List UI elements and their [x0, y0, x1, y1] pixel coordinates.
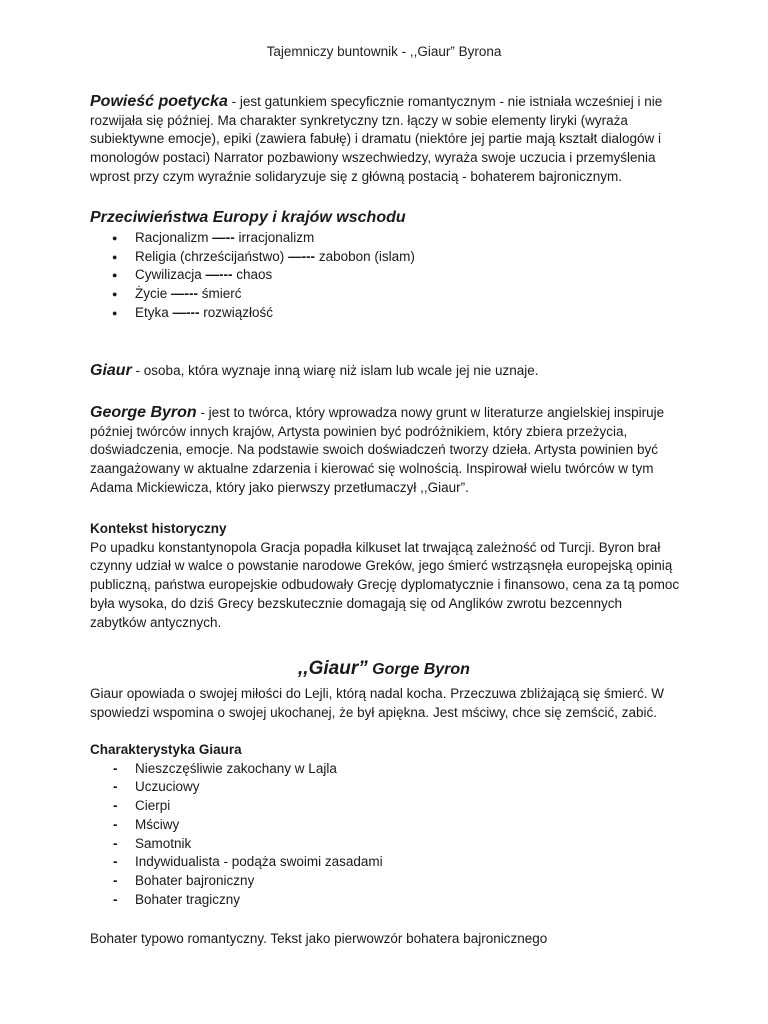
closing-text: Bohater typowo romantyczny. Tekst jako pierwowzór bohatera bajronicznego	[90, 931, 548, 946]
section-giaur-definition	[90, 362, 680, 381]
list-item: - Uczuciowy	[90, 778, 680, 797]
byron-text: - jest to twórca, który wprowadza nowy grunt w literaturze angielskiej inspiruje później twórców innych krajów, Artysta powinien być podróżnikiem, który zbiera przeżycia, doświadczenia, emocje. Na podstawie swoich doświadczeń tworzy dzieła. Artysta powinien być zaangażowany w aktualne zdarzenia i kierować się wolnością. Inspirował wielu twórców w tym Adama Mickiewicza, który jako pierwszy przetłumaczył ,,Giaur”.	[90, 405, 665, 495]
list-item: - Indywidualista - podąża swoimi zasadami	[90, 853, 680, 872]
section-przeciwienstwa	[90, 207, 680, 323]
giaur-term: Giaur	[90, 362, 132, 379]
list-item: - Nieszczęśliwie zakochany w Lajla	[90, 760, 680, 779]
section-powiesc-poetycka	[90, 93, 680, 187]
list-item: ● Racjonalizm —-- irracjonalizm	[90, 229, 680, 248]
giaur-title-main: ,,Giaur”	[298, 658, 368, 679]
section-kontekst-historyczny	[90, 520, 680, 632]
charakterystyka-heading: Charakterystyka Giaura	[90, 742, 242, 757]
page-header: Tajemniczy buntownik - ,,Giaur” Byrona	[266, 44, 502, 59]
giaur-title-author: Gorge Byron	[367, 661, 470, 678]
kontekst-heading: Kontekst historyczny	[90, 521, 227, 536]
przeciwienstwa-list	[90, 229, 680, 323]
list-item: - Cierpi	[90, 797, 680, 816]
list-item: - Bohater tragiczny	[90, 891, 680, 910]
powiesc-text: - jest gatunkiem specyficznie romantycznym - nie istniała wcześniej i nie rozwijała się później. Ma charakter synkretyczny tzn. łączy w sobie elementy liryki (wyraża subiektywne emocje), epiki (zawiera fabułę) i dramatu (niektóre jej partie mają kształt dialogów i monologów postaci) Narrator pozbawiony wszechwiedzy, wyraża swoje uczucia i przemyślenia wprost przy czym wyraźnie solidaryzuje się z główną postacią - bohaterem bajronicznym.	[90, 94, 663, 184]
list-item: ● Religia (chrześcijaństwo) —--- zabobon (islam)	[90, 248, 680, 267]
section-charakterystyka	[90, 741, 680, 909]
list-item: ● Etyka —--- rozwiązłość	[90, 304, 680, 323]
list-item: ● Życie —--- śmierć	[90, 285, 680, 304]
giaur-title	[0, 658, 768, 680]
list-item: - Mściwy	[90, 816, 680, 835]
section-closing	[90, 930, 680, 949]
giaur-definition-paragraph	[90, 362, 680, 381]
charakterystyka-list	[90, 760, 680, 910]
powiesc-paragraph	[90, 93, 680, 187]
list-item: ● Cywilizacja —--- chaos	[90, 266, 680, 285]
list-item: - Samotnik	[90, 835, 680, 854]
kontekst-text: Po upadku konstantynopola Gracja popadła kilkuset lat trwającą zależność od Turcji. Byron brał czynny udział w walce o powstanie narodowe Greków, jego śmierć wstrząsnęła europejską opinią publiczną, państwa europejskie odbudowały Grecję dyplomatycznie i finansowo, cena za tą pomoc była wysoka, do dziś Grecy bezskutecznie domagają się od Anglików zwrotu bezcennych zabytków antycznych.	[90, 539, 680, 630]
list-item: - Bohater bajroniczny	[90, 872, 680, 891]
przeciwienstwa-heading: Przeciwieństwa Europy i krajów wschodu	[90, 209, 406, 226]
section-giaur-summary	[90, 685, 680, 722]
byron-term: George Byron	[90, 404, 197, 421]
section-george-byron	[90, 404, 680, 498]
giaur-definition-text: - osoba, która wyznaje inną wiarę niż islam lub wcale jej nie uznaje.	[131, 363, 539, 378]
giaur-summary-text: Giaur opowiada o swojej miłości do Lejli, którą nadal kocha. Przeczuwa zbliżającą się śmierć. W spowiedzi wspomina o swojej ukochanej, że był apiękna. Jest mściwy, chce się zemścić, zabić.	[90, 686, 664, 720]
byron-paragraph	[90, 404, 680, 498]
powiesc-term: Powieść poetycka	[90, 93, 228, 110]
